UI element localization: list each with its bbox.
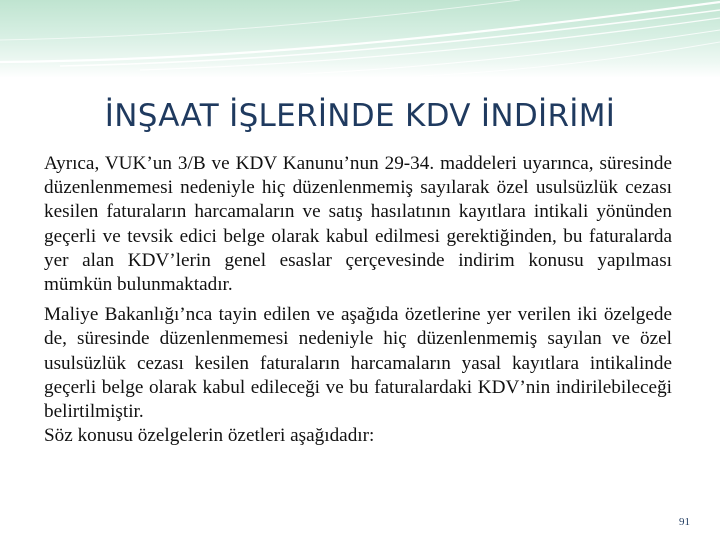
- paragraph-1: Ayrıca, VUK’un 3/B ve KDV Kanunu’nun 29-34. maddeleri uyarınca, süresinde düzenlenmemesi nedeniyle hiç düzenlenmemiş sayılarak özel usulsüzlük cezası kesilen faturaların harcamaların ve satış hasılatının kayıtlara intikali yönünden geçerli ve tevsik edici belge olarak kabul edilmesi gerektiğinden, bu faturalarda yer alan KDV’lerin genel esaslar çerçevesinde indirim konusu yapılması mümkün bulunmaktadır.: [44, 153, 672, 296]
- slide-title: İNŞAAT İŞLERİNDE KDV İNDİRİMİ: [104, 98, 616, 134]
- decorative-swoosh: [0, 0, 720, 90]
- slide-body: [44, 152, 672, 448]
- page-number: 91: [679, 516, 690, 528]
- paragraph-2: Maliye Bakanlığı’nca tayin edilen ve aşağıda özetlerine yer verilen iki özelgede de, süresinde düzenlenmemesi nedeniyle hiç düzenlenmemiş sayılan ve özel usulsüzlük cezası kesilen faturaların harcamaların yasal kayıtlara intikalinde geçerli belge olarak kabul edileceği ve bu faturalardaki KDV’nin indirilebileceği belirtilmiştir.: [44, 304, 672, 423]
- paragraph-3: Söz konusu özelgelerin özetleri aşağıdadır:: [44, 425, 375, 447]
